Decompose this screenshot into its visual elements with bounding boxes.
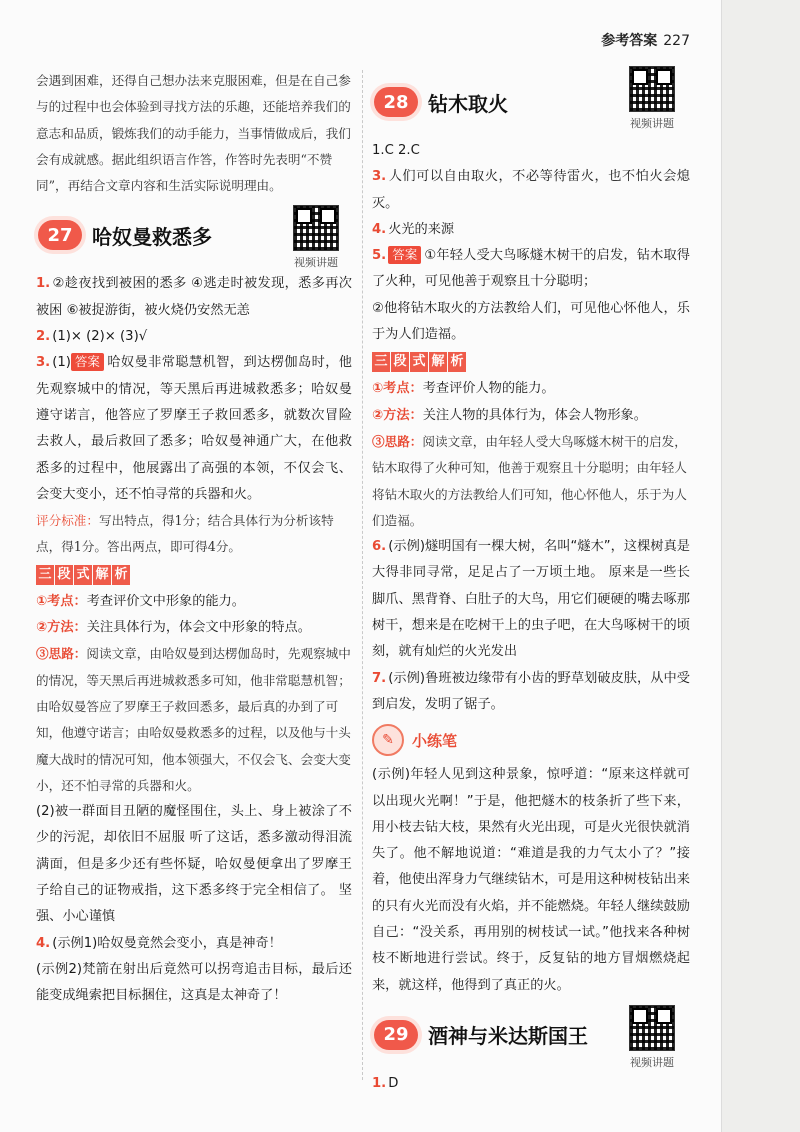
- qr-code-27[interactable]: [288, 205, 344, 270]
- kaodian: ①考点：考查评价人物的能力。: [372, 381, 555, 397]
- section-28-title: 钻木取火: [428, 91, 508, 116]
- intro-paragraph: 会遇到困难，还得自己想办法来克服困难，但是在自己参与的过程中也会体验到寻找方法的乐趣，还能培养我们的意志和品质，锻炼我们的动手能力，当事情做成后，我们会有成就感。据此组织语言作答，作答时先表明“不赞同”，再结合文章内容和生活实际说明理由。: [36, 73, 351, 194]
- answer-4-2: (示例2)梵箭在射出后竟然可以拐弯追击目标，最后还能变成绳索把目标捆住，这真是太神奇了！: [36, 961, 352, 1004]
- silu: ③思路：阅读文章，由哈奴曼到达楞伽岛时，先观察城中的情况，等天黑后再进城救悉多可知，他非常聪慧机智；由哈奴曼答应了罗摩王子救回悉多，最后真的办到了可知，他遵守诺言；由哈奴曼救悉多的过程，以及他与十头魔大战时的情况可知，他本领强大，不仅会飞、会变大变小，还不怕寻常的兵器和火。: [36, 646, 351, 793]
- answer-1: 1. ②趁夜找到被困的悉多 ④逃走时被发现，悉多再次被困 ⑥被捉游街，被火烧仍安然无恙: [36, 276, 352, 318]
- section-29-badge: 29: [374, 1020, 418, 1050]
- fangfa: ②方法：关注人物的具体行为，体会人物形象。: [372, 407, 647, 423]
- page-edge: [722, 0, 800, 1132]
- section-27-title: 哈奴曼救悉多: [92, 224, 212, 249]
- answer-4: 4. 火光的来源: [372, 221, 455, 237]
- silu: ③思路：阅读文章，由年轻人受大鸟啄燧木树干的启发，钻木取得了火种可知，他善于观察且十分聪明；由年轻人将钻木取火的方法教给人们可知，他心怀他人，乐于为人们造福。: [372, 433, 687, 528]
- section-29-header: [372, 1005, 690, 1069]
- score-standard: 评分标准：写出特点，得1分；结合具体行为分析该特点，得1分。答出两点，即可得4分。: [36, 513, 334, 555]
- analysis-heading: 三 段 式 解 析: [372, 352, 467, 372]
- pencil-icon: ✎: [372, 724, 404, 756]
- qr-label: 视频讲题: [294, 256, 338, 270]
- answer-6: 6. (示例)燧明国有一棵大树，名叫“燧木”，这棵树真是大得非同寻常，足足占了一万顷土地。 原来是一些长脚爪、黑背脊、白肚子的大鸟，用它们硬硬的嘴去啄那树干，想来是在吃树干上的虫子吧，在大鸟啄树干的顷刻，就有灿烂的火光发出: [372, 539, 690, 660]
- answer-1-2: 1.C 2.C: [372, 143, 420, 158]
- practice-text: (示例)年轻人见到这种景象，惊呼道：“原来这样就可以出现火光啊！”于是，他把燧木的枝条折了些下来，用小枝去钻大枝，果然有火光出现，可是火光很快就消失了。他不解地说道：“难道是我的力气太小了？”接着，他使出浑身力气继续钻木，可是用这种树枝钻出来的只有火光而没有火焰，并不能燃烧。年轻人继续鼓励自己：“没关系，再用别的树枝试一试。”他找来各种树枝不断地进行尝试。终于，反复钻的地方冒烟燃烧起来，就这样，他得到了真正的火。: [372, 767, 690, 993]
- column-divider: [362, 70, 363, 1080]
- qr-label: 视频讲题: [630, 1055, 674, 1069]
- practice-heading: ✎ 小练笔: [372, 720, 690, 760]
- answer-5-2: ②他将钻木取火的方法教给人们，可见他心怀他人，乐于为人们造福。: [372, 300, 690, 343]
- answer-1-29: 1. D: [372, 1075, 399, 1091]
- section-29-title: 酒神与米达斯国王: [428, 1024, 588, 1049]
- section-28-badge: 28: [374, 87, 418, 117]
- qr-code-icon: [629, 66, 675, 112]
- kaodian: ①考点：考查评价文中形象的能力。: [36, 593, 245, 609]
- answer-4-1: 4. (示例1)哈奴曼竟然会变小，真是神奇！: [36, 935, 282, 951]
- answer-5-1: 5. 答案 ①年轻人受大鸟啄燧木树干的启发，钻木取得了火种，可见他善于观察且十分聪明；: [372, 247, 690, 290]
- left-column: [36, 68, 352, 1010]
- fangfa: ②方法：关注具体行为，体会文中形象的特点。: [36, 620, 311, 636]
- answer-3-1: 3. (1) 答案 哈奴曼非常聪慧机智，到达楞伽岛时，他先观察城中的情况，等天黑后再进城救悉多；哈奴曼遵守诺言，他答应了罗摩王子救回悉多，就数次冒险去救人，最后救回了悉多；哈奴曼神通广大，在他救悉多的过程中，他展露出了高强的本领，不仅会飞、会变大变小，还不怕寻常的兵器和火。: [36, 354, 352, 502]
- qr-code-28[interactable]: [624, 66, 680, 131]
- section-27-badge: 27: [38, 220, 82, 250]
- answer-7: 7. (示例)鲁班被边缘带有小齿的野草划破皮肤，从中受到启发，发明了锯子。: [372, 670, 690, 712]
- answer-tag: 答案: [71, 353, 104, 371]
- section-28-header: [372, 72, 690, 132]
- qr-code-icon: [629, 1005, 675, 1051]
- running-header: [601, 30, 690, 50]
- right-column: [372, 84, 690, 1097]
- qr-code-icon: [293, 205, 339, 251]
- page-number: 227: [663, 33, 690, 49]
- analysis-heading: 三 段 式 解 析: [36, 565, 131, 585]
- section-27-header: [36, 205, 352, 270]
- answer-2: 2. (1)× (2)× (3)√: [36, 329, 148, 345]
- header-label: 参考答案: [601, 33, 658, 49]
- answer-3-2: (2)被一群面目丑陋的魔怪围住，头上、身上被涂了不少的污泥，却依旧不屈服 听了这话，悉多激动得泪流满面，但是多少还有些怀疑，哈奴曼便拿出了罗摩王子给自己的证物戒指，这下悉多终于完全相信了。 坚强、小心谨慎: [36, 804, 352, 925]
- answer-3: 3. 人们可以自由取火，不必等待雷火，也不怕火会熄灭。: [372, 169, 690, 211]
- qr-label: 视频讲题: [630, 117, 674, 130]
- qr-code-29[interactable]: [624, 1005, 680, 1070]
